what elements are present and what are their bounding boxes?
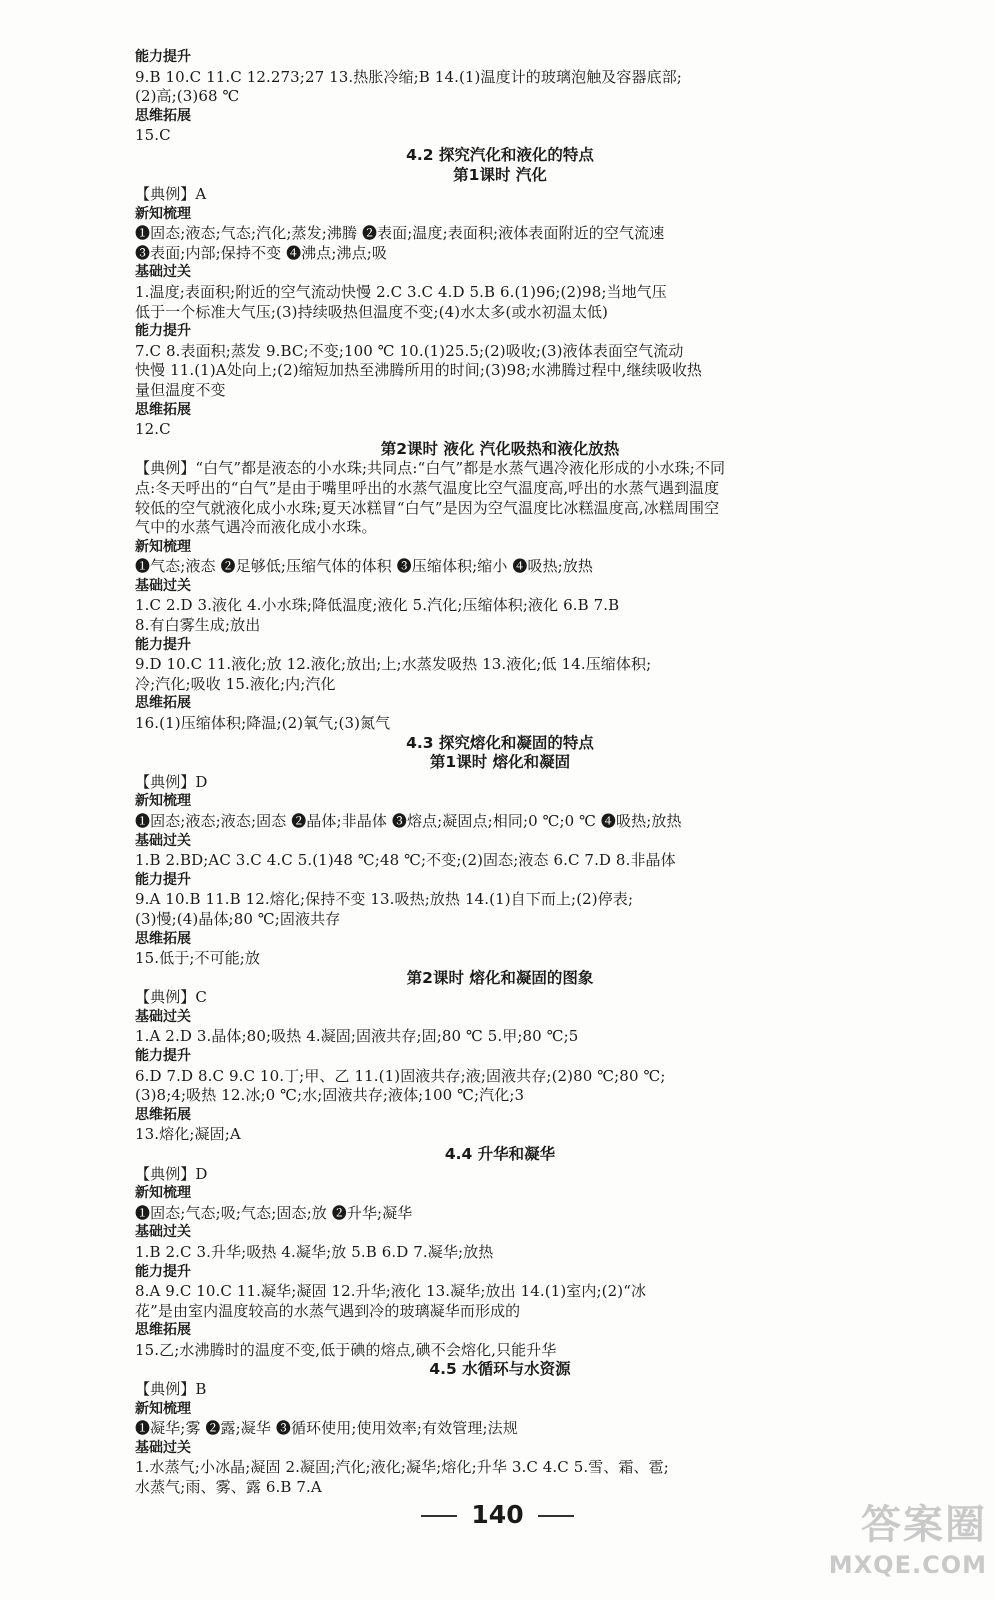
answer-line: 冷;汽化;吸收 15.液化;内;汽化 [135, 675, 336, 693]
lesson-title: 4.5 水循环与水资源 [429, 1360, 571, 1378]
section-heading: 基础过关 [135, 1009, 191, 1025]
section-heading: 思维拓展 [135, 108, 191, 124]
section-heading: 新知梳理 [135, 206, 191, 222]
section-heading: 思维拓展 [135, 931, 191, 947]
lesson-title: 第1课时 汽化 [453, 166, 547, 184]
watermark-en: MXQE.COM [828, 1551, 987, 1579]
answer-line: 16.(1)压缩体积;降温;(2)氧气;(3)氮气 [135, 714, 391, 732]
answer-line: ❶固态;气态;吸;气态;固态;放 ❷升华;凝华 [135, 1204, 413, 1222]
answer-line: 1.B 2.C 3.升华;吸热 4.凝华;放 5.B 6.D 7.凝华;放热 [135, 1243, 494, 1261]
answer-line: 1.A 2.D 3.晶体;80;吸热 4.凝固;固液共存;固;80 ℃ 5.甲;80 ℃;5 [135, 1027, 579, 1045]
section-heading: 思维拓展 [135, 695, 191, 711]
answer-line: 9.B 10.C 11.C 12.273;27 13.热胀冷缩;B 14.(1)温度计的玻璃泡触及容器底部; [135, 68, 682, 86]
answer-line: 较低的空气就液化成小水珠;夏天冰糕冒“白气”是因为空气温度比冰糕温度高,冰糕周围空 [135, 499, 720, 517]
section-heading: 思维拓展 [135, 1322, 191, 1338]
section-heading: 思维拓展 [135, 1107, 191, 1123]
answer-line: 【典例】B [135, 1380, 207, 1398]
answer-line: 低于一个标准大气压;(3)持续吸热但温度不变;(4)水太多(或水初温太低) [135, 303, 609, 321]
section-heading: 思维拓展 [135, 402, 191, 418]
section-heading: 能力提升 [135, 49, 191, 65]
page-number-dash-right [538, 1515, 574, 1517]
answer-line: 水蒸气;雨、雾、露 6.B 7.A [135, 1478, 322, 1496]
section-heading: 能力提升 [135, 323, 191, 339]
section-heading: 新知梳理 [135, 1401, 191, 1417]
answer-line: 【典例】D [135, 1165, 208, 1183]
answer-line: ❶凝华;雾 ❷露;凝华 ❸循环使用;使用效率;有效管理;法规 [135, 1419, 518, 1437]
lesson-title: 第2课时 熔化和凝固的图象 [406, 969, 594, 987]
answer-line: 12.C [135, 420, 171, 438]
answer-line: 13.熔化;凝固;A [135, 1125, 241, 1143]
answer-line: 【典例】C [135, 988, 207, 1006]
answer-line: 8.A 9.C 10.C 11.凝华;凝固 12.升华;液化 13.凝华;放出 14.(1)室内;(2)“冰 [135, 1282, 647, 1300]
section-heading: 新知梳理 [135, 793, 191, 809]
page-number-text: 140 [471, 1500, 524, 1529]
answer-line: 6.D 7.D 8.C 9.C 10.丁;甲、乙 11.(1)固液共存;液;固液共存;(2)80 ℃;80 ℃; [135, 1067, 666, 1085]
answer-line: 8.有白雾生成;放出 [135, 616, 261, 634]
watermark-logo [827, 1500, 987, 1594]
answer-line: ❸表面;内部;保持不变 ❹沸点;沸点;吸 [135, 244, 387, 262]
lesson-title: 第1课时 熔化和凝固 [429, 753, 571, 771]
lesson-title: 4.2 探究汽化和液化的特点 [406, 146, 594, 164]
section-heading: 能力提升 [135, 1264, 191, 1280]
page-number-dash-left [421, 1515, 457, 1517]
section-heading: 能力提升 [135, 1048, 191, 1064]
answer-line: 1.温度;表面积;附近的空气流动快慢 2.C 3.C 4.D 5.B 6.(1)96;(2)98;当地气压 [135, 283, 667, 301]
answer-line: 7.C 8.表面积;蒸发 9.BC;不变;100 ℃ 10.(1)25.5;(2)吸收;(3)液体表面空气流动 [135, 342, 684, 360]
lesson-title: 4.3 探究熔化和凝固的特点 [406, 734, 594, 752]
answer-line: 1.水蒸气;小冰晶;凝固 2.凝固;汽化;液化;凝华;熔化;升华 3.C 4.C 5.雪、霜、雹; [135, 1458, 669, 1476]
answer-line: 【典例】“白气”都是液态的小水珠;共同点:“白气”都是水蒸气遇冷液化形成的小水珠;不同 [135, 459, 726, 477]
answer-line: 15.低于;不可能;放 [135, 949, 261, 967]
answer-line: 量但温度不变 [135, 381, 226, 399]
answer-line: 9.D 10.C 11.液化;放 12.液化;放出;上;水蒸发吸热 13.液化;低 14.压缩体积; [135, 655, 652, 673]
watermark-cn: 答案圈 [861, 1502, 987, 1548]
section-heading: 基础过关 [135, 1440, 191, 1456]
section-heading: 基础过关 [135, 833, 191, 849]
section-heading: 能力提升 [135, 872, 191, 888]
answer-line: 1.C 2.D 3.液化 4.小水珠;降低温度;液化 5.汽化;压缩体积;液化 6.B 7.B [135, 596, 620, 614]
answer-line: 点:冬天呼出的“白气”是由于嘴里呼出的水蒸气温度比空气温度高,呼出的水蒸气遇到温度 [135, 479, 720, 497]
lesson-title: 第2课时 液化 汽化吸热和液化放热 [380, 440, 620, 458]
answer-line: 9.A 10.B 11.B 12.熔化;保持不变 13.吸热;放热 14.(1)自下而上;(2)停表; [135, 890, 634, 908]
answer-line: (3)8;4;吸热 12.冰;0 ℃;水;固液共存;液体;100 ℃;汽化;3 [135, 1086, 525, 1104]
answer-line: 【典例】D [135, 773, 208, 791]
answer-line: (2)高;(3)68 ℃ [135, 87, 240, 105]
section-heading: 新知梳理 [135, 539, 191, 555]
answer-line: 花”是由室内温度较高的水蒸气遇到冷的玻璃凝华而形成的 [135, 1302, 521, 1320]
section-heading: 基础过关 [135, 264, 191, 280]
answer-line: ❶固态;液态;气态;汽化;蒸发;沸腾 ❷表面;温度;表面积;液体表面附近的空气流速 [135, 224, 665, 242]
lesson-title: 4.4 升华和凝华 [444, 1145, 556, 1163]
answer-line: 15.C [135, 126, 171, 144]
answer-line: ❶气态;液态 ❷足够低;压缩气体的体积 ❸压缩体积;缩小 ❹吸热;放热 [135, 557, 594, 575]
section-heading: 基础过关 [135, 1224, 191, 1240]
section-heading: 能力提升 [135, 637, 191, 653]
answer-line: (3)慢;(4)晶体;80 ℃;固液共存 [135, 910, 341, 928]
answer-line: 15.乙;水沸腾时的温度不变,低于碘的熔点,碘不会熔化,只能升华 [135, 1341, 557, 1359]
answer-line: 1.B 2.BD;AC 3.C 4.C 5.(1)48 ℃;48 ℃;不变;(2)固态;液态 6.C 7.D 8.非晶体 [135, 851, 676, 869]
section-heading: 新知梳理 [135, 1185, 191, 1201]
answer-line: 快慢 11.(1)A处向上;(2)缩短加热至沸腾所用的时间;(3)98;水沸腾过程中,继续吸收热 [135, 361, 703, 379]
answer-line: ❶固态;液态;液态;固态 ❷晶体;非晶体 ❸熔点;凝固点;相同;0 ℃;0 ℃ ❹吸热;放热 [135, 812, 682, 830]
section-heading: 基础过关 [135, 578, 191, 594]
answer-line: 气中的水蒸气遇冷而液化成小水珠。 [135, 518, 377, 536]
answer-line: 【典例】A [135, 185, 207, 203]
